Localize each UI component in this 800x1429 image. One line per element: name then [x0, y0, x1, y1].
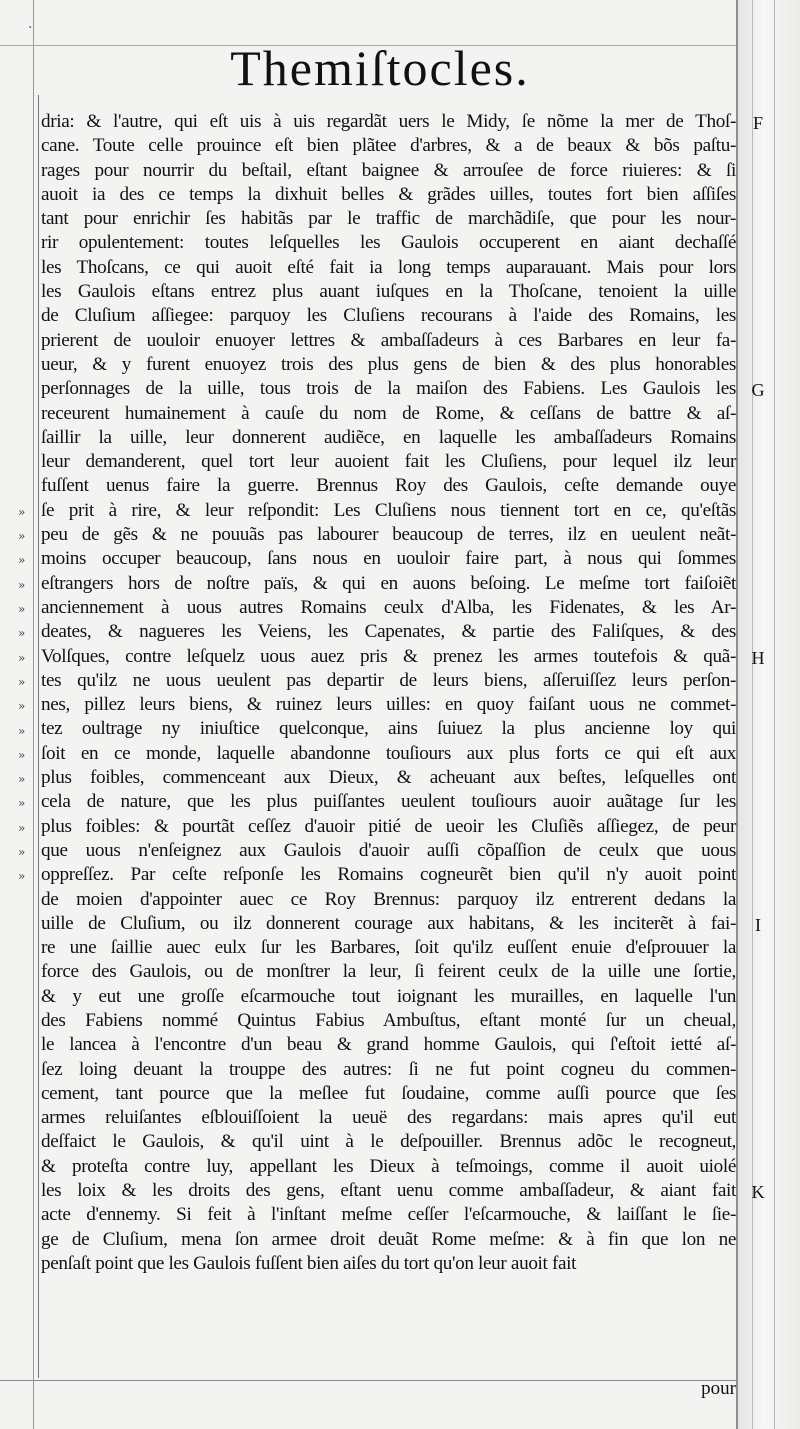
quotation-mark: » [18, 602, 26, 616]
text-line: tant pour enrichir ſes habitãs par le traffic de marchãdiſe, que pour les nour- [41, 208, 736, 230]
text-line: anciennement à uous autres Romains ceulx d'Alba, les Fidenates, & les Ar- [41, 596, 736, 618]
text-line: les Thoſcans, ce qui auoit eſté fait ia long temps auparauant. Mais pour lors [41, 256, 736, 278]
text-line: re une ſaillie auec eulx ſur les Barbares, ſoit qu'ilz euſſent enuie d'eſprouuer la [41, 937, 736, 959]
quotation-mark: » [18, 820, 26, 835]
margin-letter: G [751, 380, 765, 401]
quotation-mark: » [18, 699, 26, 714]
text-line: oppreſſez. Par ceſte reſponſe les Romains cogneurẽt bien qu'il n'y auoit point [41, 864, 736, 886]
text-line: plus foibles: & pourtãt ceſſez d'auoir pitié de ueoir les Cluſiẽs aſſiegez, de peur [41, 815, 736, 837]
quotation-mark: » [18, 845, 26, 859]
text-line: moins occuper beaucoup, ſans nous en uouloir faire part, à nous qui ſommes [41, 548, 736, 570]
text-line: ſoit en ce monde, laquelle abandonne touſiours aux plus forts ce qui eſt aux [41, 742, 736, 764]
quotation-mark: » [18, 772, 26, 787]
quotation-mark: » [18, 529, 26, 544]
text-line: deſfaict le Gaulois, & qu'il uint à le deſpouiller. Brennus adõc le recogneut, [41, 1131, 736, 1153]
edge-line [774, 0, 775, 1429]
margin-letter: F [752, 113, 763, 133]
text-line: rages pour nourrir du beſtail, eſtant baignee & arrouſee de force riuieres: & ſi [41, 159, 736, 181]
quotation-mark: » [18, 504, 26, 519]
text-line: les loix & les droits des gens, eſtant uenu comme ambaſſadeur, & aiant fait [41, 1180, 736, 1202]
text-line: dria: & l'autre, qui eſt uis à uis regardãt uers le Midy, ſe nõme la mer de Thoſ- [41, 111, 736, 132]
text-line: nes, pillez leurs biens, & ruinez leurs uilles: en quoy faiſant uous ne commet- [41, 694, 736, 716]
text-line: que uous n'enſeignez aux Gaulois d'auoir auſſi cõpaſſion de ceulx que uous [41, 839, 736, 861]
corner-mark: · [28, 20, 33, 36]
text-line: tes qu'ilz ne uous ueulent pas departir de leurs biens, aſſeruiſſez leurs perſon- [41, 669, 736, 691]
quotation-mark: » [18, 553, 26, 568]
text-line: eſtrangers hors de noſtre païs, & qui en auons beſoing. Le meſme tort faiſoiẽt [41, 572, 736, 594]
text-line: acte d'ennemy. Si feit à l'inſtant meſme ceſſer l'eſcarmouche, & laiſſant le ſie- [41, 1204, 736, 1226]
text-line: leur demanderent, quel tort leur auoient fait les Cluſiens, pour lequel ilz leur [41, 451, 736, 473]
text-line: cement, tant pource que la meſlee fut ſoudaine, comme auſſi pource que ſes [41, 1082, 736, 1104]
text-line: armes reluiſantes eſblouiſſoient la ueuë des regardans: mais apres qu'il eut [41, 1107, 736, 1129]
quotation-mark: » [18, 577, 26, 592]
text-line: des Fabiens nommé Quintus Fabius Ambuſtus, eſtant monté ſur un cheual, [41, 1009, 736, 1031]
catchword: pour [701, 1378, 736, 1399]
page-title: Themiſtocles. [230, 40, 530, 96]
text-line: receurent humainement à cauſe du nom de Rome, & ceſſans de battre & aſ- [41, 402, 736, 424]
text-line: Volſques, contre leſquelz uous auez pris & prenez les armes toutefois & quã- [41, 645, 736, 667]
text-line: & y eut une groſſe eſcarmouche tout ioignant les murailles, en laquelle l'un [41, 985, 736, 1007]
text-line: uille de Cluſium, ou ilz donnerent courage aux habitans, & les inciterẽt à fai- [41, 912, 736, 934]
text-line: penſaſt point que les Gaulois fuſſent bien aiſes du tort qu'on leur auoit fait [41, 1252, 577, 1274]
text-line: perſonnages de la uille, tous trois de la maiſon des Fabiens. Les Gaulois les [41, 378, 736, 400]
edge-line [752, 0, 753, 1429]
text-line: rir opulentement: toutes leſquelles les Gaulois occuperent en aiant dechaſſé [41, 232, 736, 254]
quotation-mark: » [18, 723, 26, 738]
quotation-mark: » [18, 650, 26, 665]
text-line: plus foibles, commenceant aux Dieux, & acheuant aux beſtes, leſquelles ont [41, 767, 736, 789]
text-line: ſe prit à rire, & leur reſpondit: Les Cluſiens nous tiennent tort en ce, qu'eſtãs [41, 499, 736, 521]
text-line: le lancea à l'encontre d'un beau & grand homme Gaulois, qui ſ'eſtoit ietté aſ- [41, 1034, 736, 1056]
quotation-mark: » [18, 626, 26, 641]
next-page-edge [736, 0, 800, 1429]
text-line: cela de nature, que les plus puiſſantes ueulent touſiours auoir auãtage ſur les [41, 791, 736, 813]
text-line: ge de Cluſium, mena ſon armee droit deuãt Rome meſme: & à fin que lon ne [41, 1228, 736, 1250]
text-line: tez oultrage ny iniuſtice quelconque, ains ſuiuez la plus ancienne loy qui [41, 718, 736, 740]
text-line: les Gaulois eſtans entrez plus auant iuſques en la Thoſcane, tenoient la uille [41, 281, 736, 303]
body-text [41, 110, 736, 1276]
quotation-mark: » [18, 869, 26, 884]
text-line: cane. Toute celle prouince eſt bien plãtee d'arbres, & a de beaux & bõs paſtu- [41, 135, 736, 157]
quotation-mark: » [18, 747, 26, 762]
text-line: ſez loing deuant la trouppe des autres: ſi ne fut point cogneu du commen- [41, 1058, 736, 1080]
text-line: de Cluſium aſſiegee: parquoy les Cluſiens recourans à l'aide des Romains, les [41, 305, 736, 327]
text-line: ueur, & y furent enuoyez trois des plus gens de bien & des plus honorables [41, 353, 736, 375]
margin-letter: K [751, 1182, 765, 1203]
text-line: force des Gaulois, ou de monſtrer la leur, ſi feirent ceulx de la uille une ſortie, [41, 961, 736, 983]
margin-letter: I [755, 914, 761, 935]
text-line: auoit ia des ce temps la dixhuit belles & grãdes uilles, toutes fort bien aſſiſes [41, 183, 736, 205]
text-line: prierent de uouloir enuoyer lettres & ambaſſadeurs à ces Barbares en leur fa- [41, 329, 736, 351]
text-line: de moien d'appointer auec ce Roy Brennus: parquoy ilz entrerent dedans la [41, 888, 736, 910]
page-rule-left [33, 0, 34, 1429]
margin-letter: H [751, 647, 765, 668]
text-block-rule-left [38, 95, 39, 1378]
quotation-mark: » [18, 796, 26, 811]
text-line: peu de gẽs & ne pouuãs pas labourer beaucoup de terres, ilz en ueulent neãt- [41, 524, 736, 546]
text-line: ſaillir la uille, leur donnerent audiẽce, en laquelle les ambaſſadeurs Romains [41, 426, 736, 448]
quotation-mark: » [18, 674, 26, 689]
text-line: & proteſta contre luy, appellant les Dieux à teſmoings, comme il auoit uiolé [41, 1155, 736, 1177]
text-line: fuſſent uenus faire la guerre. Brennus Roy des Gaulois, ceſte demande ouye [41, 475, 736, 497]
text-line: deates, & nagueres les Veiens, les Capenates, & partie des Faliſques, & des [41, 621, 736, 643]
